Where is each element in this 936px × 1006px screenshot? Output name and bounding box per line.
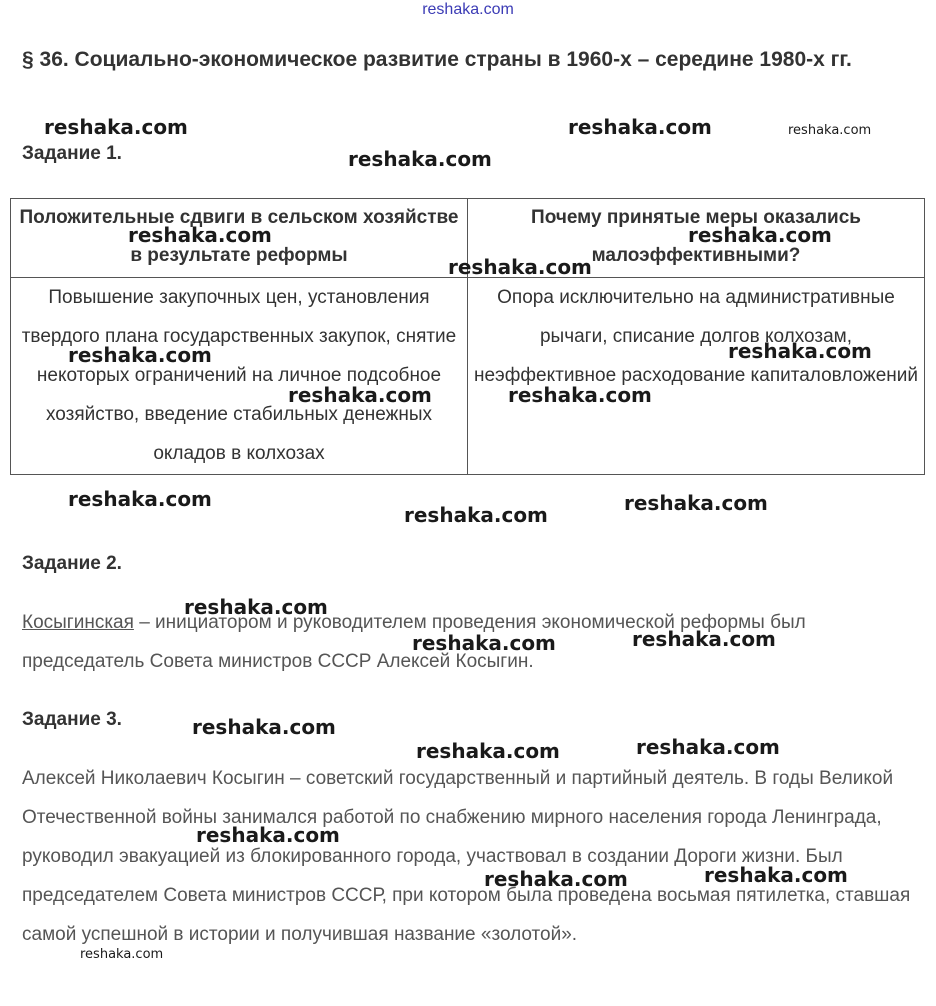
col1-header: Положительные сдвиги в сельском хозяйстве в результате реформы (11, 199, 468, 278)
watermark: reshaka.com (196, 823, 340, 847)
watermark: reshaka.com (192, 715, 336, 739)
watermark: reshaka.com (448, 255, 592, 279)
watermark: reshaka.com (80, 947, 164, 962)
watermark: reshaka.com (788, 123, 872, 138)
col2-header: Почему принятые меры оказались малоэффективными? (468, 199, 925, 278)
col1-cell: Повышение закупочных цен, установления твердого плана государственных закупок, снятие некоторых ограничений на личное подсобное хозяйство, введение стабильных денежных окладов в колхозах (11, 278, 468, 475)
task1-heading: Задание 1. (22, 143, 122, 164)
watermark: reshaka.com (68, 343, 212, 367)
site-link[interactable]: reshaka.com (422, 1, 514, 18)
watermark: reshaka.com (636, 735, 780, 759)
watermark: reshaka.com (184, 595, 328, 619)
watermark: reshaka.com (568, 115, 712, 139)
watermark: reshaka.com (728, 339, 872, 363)
watermark: reshaka.com (688, 223, 832, 247)
watermark: reshaka.com (44, 115, 188, 139)
page-title: § 36. Социально-экономическое развитие страны в 1960-х – середине 1980-х гг. (22, 48, 852, 71)
watermark: reshaka.com (632, 627, 776, 651)
col2-cell: Опора исключительно на административные рычаги, списание долгов колхозам, неэффективное расходование капиталовложений (468, 278, 925, 475)
watermark: reshaka.com (404, 503, 548, 527)
watermark: reshaka.com (416, 739, 560, 763)
watermark: reshaka.com (624, 491, 768, 515)
watermark: reshaka.com (412, 631, 556, 655)
watermark: reshaka.com (288, 383, 432, 407)
task2-heading: Задание 2. (22, 553, 122, 574)
task2-text: – инициатором и руководителем проведения экономической реформы был председатель Совета министров СССР Алексей Косыгин. (22, 612, 806, 672)
watermark: reshaka.com (128, 223, 272, 247)
watermark: reshaka.com (508, 383, 652, 407)
task3-paragraph: Алексей Николаевич Косыгин – советский государственный и партийный деятель. В годы Великой Отечественной войны занимался работой по снабжению мирного населения города Ленинграда, руководил эвакуацией из блокированного города, участвовал в создании Дороги жизни. Был председателем Совета министров СССР, при котором была проведена восьмая пятилетка, ставшая самой успешной в истории и получившая название «золотой». (22, 768, 911, 945)
task3-heading: Задание 3. (22, 709, 122, 730)
watermark: reshaka.com (348, 147, 492, 171)
watermark: reshaka.com (68, 487, 212, 511)
task2-term: Косыгинская (22, 612, 134, 633)
watermark: reshaka.com (484, 867, 628, 891)
watermark: reshaka.com (704, 863, 848, 887)
